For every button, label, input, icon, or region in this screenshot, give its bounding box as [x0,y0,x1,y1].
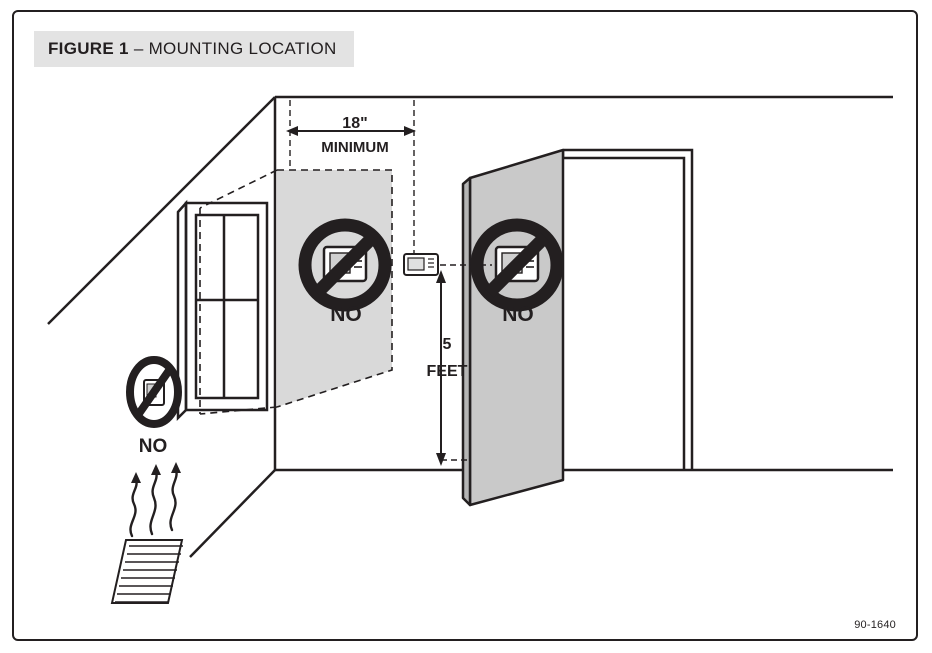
no-label-window: NO [138,436,168,457]
no-symbol-icon-window [130,360,178,424]
window [178,203,267,418]
door-panel [463,150,563,505]
figure-title-text: – MOUNTING LOCATION [133,39,337,58]
heat-register-icon [112,462,183,603]
dimension-feet-label: FEET [426,363,468,380]
no-label-door: NO [502,303,534,326]
figure-title-number: FIGURE 1 [48,39,129,58]
dimension-18-label: 18" [342,115,368,132]
thermostat-icon [404,254,438,275]
dimension-minimum-label: MINIMUM [321,139,389,156]
no-label-wall: NO [330,303,362,326]
door-frame [563,150,692,470]
document-code: 90-1640 [854,619,896,631]
dimension-5-label: 5 [442,336,452,353]
exclusion-zone-wall [200,170,392,414]
